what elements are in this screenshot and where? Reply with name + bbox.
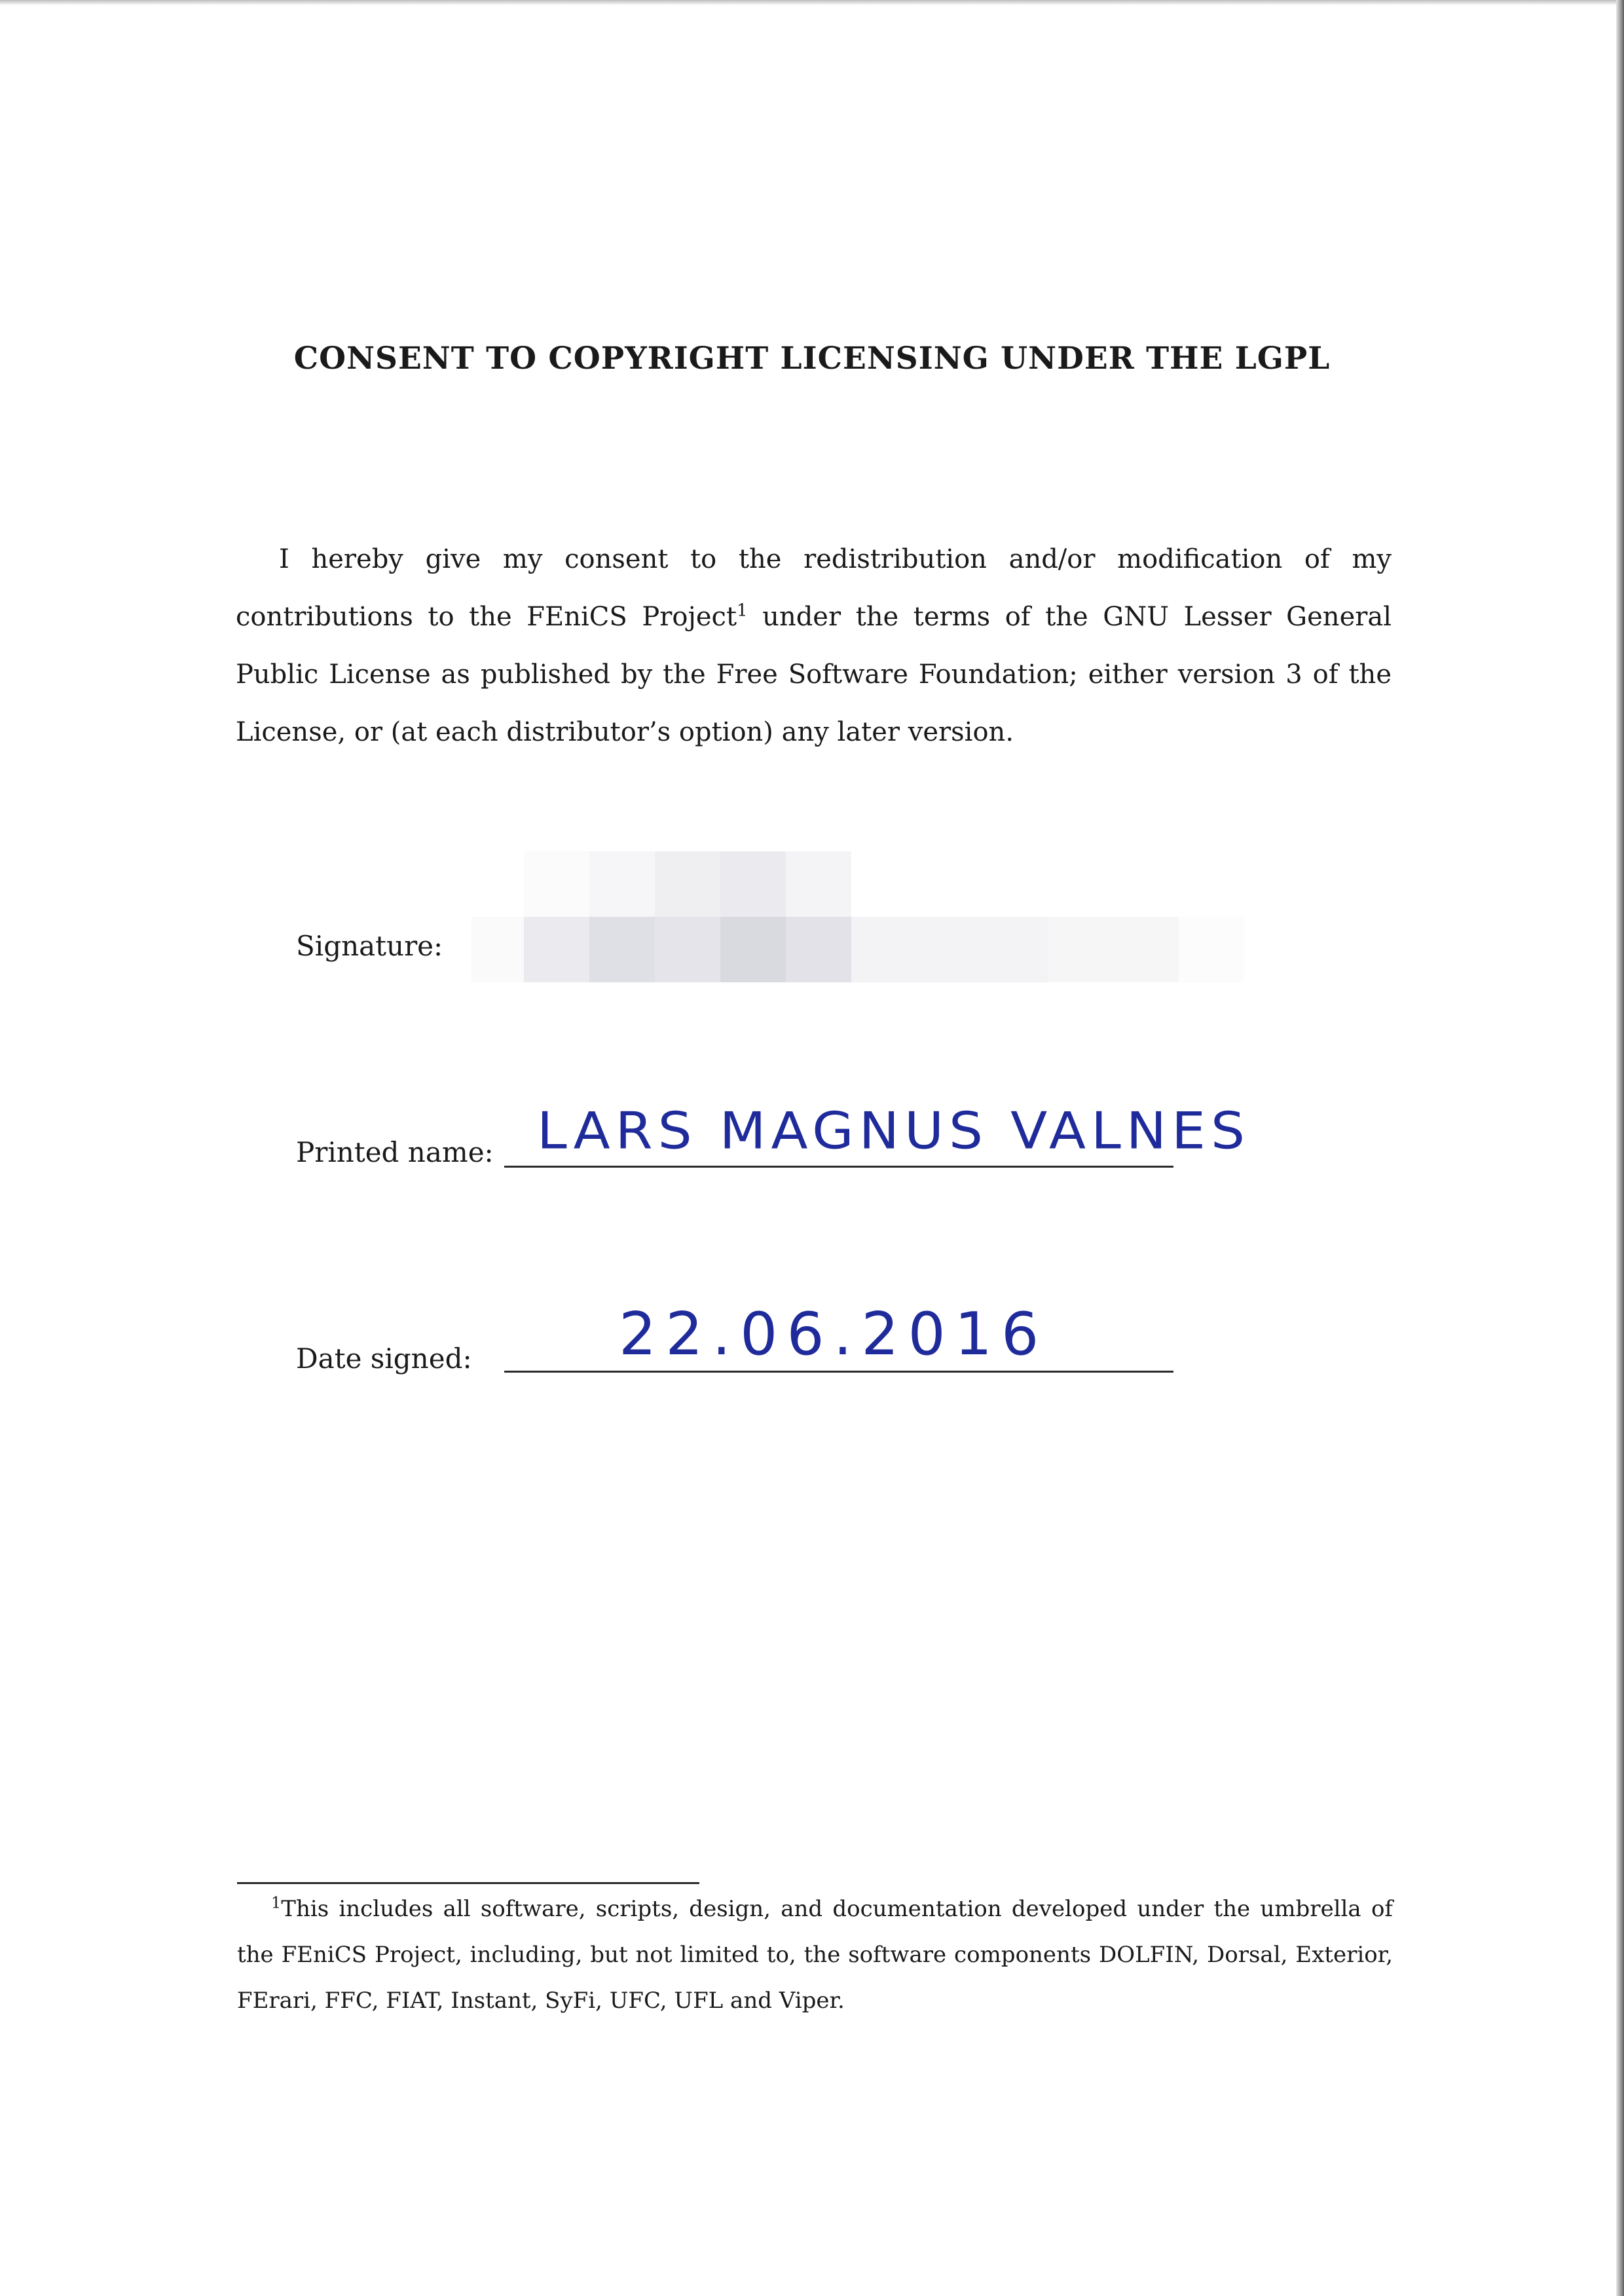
date-signed-line xyxy=(504,1371,1173,1373)
footnote-marker: 1 xyxy=(271,1893,282,1912)
date-signed-label: Date signed: xyxy=(296,1342,472,1375)
scan-edge-top xyxy=(0,0,1624,5)
signature-label: Signature: xyxy=(296,930,443,962)
footnote-reference: 1 xyxy=(737,601,748,621)
date-signed-value: 22.06.2016 xyxy=(619,1300,1048,1369)
redacted-signature xyxy=(471,851,1244,982)
footnote-rule xyxy=(237,1882,699,1884)
consent-paragraph xyxy=(236,530,1392,761)
printed-name-line xyxy=(504,1166,1173,1168)
footnote xyxy=(237,1886,1393,2024)
document-title: CONSENT TO COPYRIGHT LICENSING UNDER THE LGPL xyxy=(293,341,1331,377)
consent-paragraph-part2: under the terms of the GNU Lesser General Public License as published by the Free Software Foundation; either version 3 of the License, or (at each distributor’s option) any later version. xyxy=(236,602,1392,747)
footnote-text: This includes all software, scripts, design, and documentation developed under the umbrella of the FEniCS Project, including, but not limited to, the software components DOLFIN, Dorsal, Exterior, FErari, FFC, FIAT, Instant, SyFi, UFC, UFL and Viper. xyxy=(237,1896,1393,2014)
printed-name-label: Printed name: xyxy=(296,1136,494,1168)
consent-paragraph-part1: I hereby give my consent to the redistribution and/or modification of my contributions to the FEniCS Project xyxy=(236,544,1392,632)
printed-name-value: LARS MAGNUS VALNES xyxy=(537,1102,1251,1161)
